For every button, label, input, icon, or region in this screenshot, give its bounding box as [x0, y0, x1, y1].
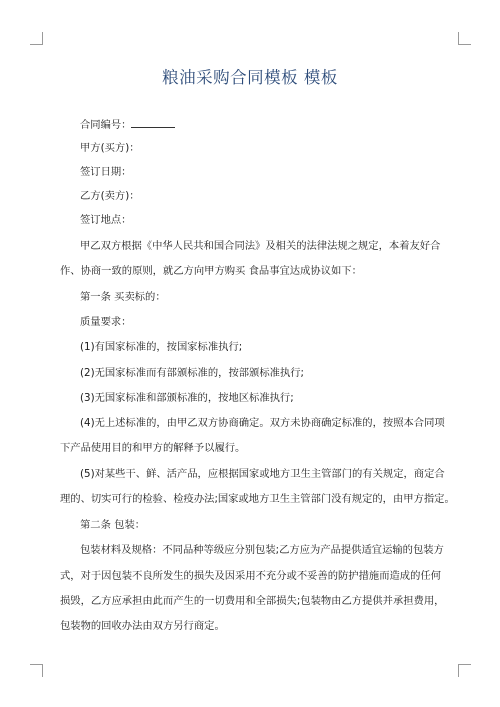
quality-heading: 质量要求：: [80, 316, 132, 328]
quality-item-3: (3)无国家标准和部颁标准的，按地区标准执行;: [80, 392, 294, 404]
intro-line-1: 甲乙双方根据《中华人民共和国合同法》及相关的法律法规之规定，本着友好合: [80, 240, 441, 252]
quality-item-5-line-2: 理的、切实可行的检验、检疫办法;国家或地方卫生主管部门没有规定的，由甲方指定。: [60, 493, 455, 505]
article-1-heading: 第一条 买卖标的：: [80, 291, 166, 303]
crop-mark-bottom-left: [30, 664, 43, 677]
packaging-line-1: 包装材料及规格：不同品种等级应分别包装;乙方应为产品提供适宜运输的包装方: [80, 544, 444, 556]
sign-date-field: 签订日期：: [80, 166, 132, 178]
packaging-line-4: 包装物的回收办法由双方另行商定。: [60, 620, 225, 632]
intro-line-2: 作、协商一致的原则，就乙方向甲方购买 食品事宜达成协议如下：: [60, 265, 362, 277]
quality-item-2: (2)无国家标准而有部颁标准的，按部颁标准执行;: [80, 367, 304, 379]
document-title: 粮油采购合同模板 模板: [162, 68, 338, 87]
quality-item-4-line-1: (4)无上述标准的，由甲乙双方协商确定。双方未协商确定标准的，按照本合同项: [80, 417, 445, 429]
contract-number-label: 合同编号：: [80, 119, 132, 131]
packaging-line-2: 式，对于因包装不良所发生的损失及因采用不充分或不妥善的防护措施而造成的任何: [60, 570, 441, 582]
crop-mark-top-right: [458, 32, 471, 45]
quality-item-4-line-2: 下产品使用目的和甲方的解释予以履行。: [60, 442, 246, 454]
contract-number-field: [80, 117, 175, 132]
crop-mark-top-left: [30, 32, 43, 45]
article-2-heading: 第二条 包装：: [80, 519, 146, 531]
packaging-line-3: 损毁，乙方应承担由此而产生的一切费用和全部损失;包装物由乙方提供并承担费用，: [60, 595, 445, 607]
contract-number-blank: [131, 117, 175, 128]
party-b-field: 乙方(卖方)：: [80, 190, 140, 202]
party-a-field: 甲方(买方)：: [80, 142, 140, 154]
sign-place-field: 签订地点：: [80, 214, 132, 226]
quality-item-1: (1)有国家标准的，按国家标准执行;: [80, 341, 243, 353]
quality-item-5-line-1: (5)对某些干、鲜、活产品，应根据国家或地方卫生主管部门的有关规定，商定合: [80, 468, 445, 480]
crop-mark-bottom-right: [458, 664, 471, 677]
